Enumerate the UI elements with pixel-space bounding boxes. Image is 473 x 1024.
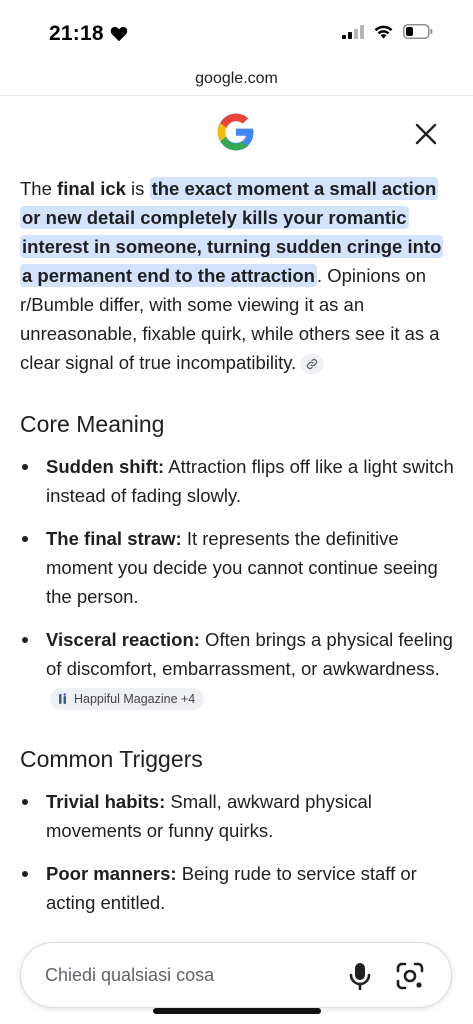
url-bar[interactable] — [0, 62, 473, 96]
list-item-text: Often brings a physical feeling of discomfort, embarrassment, or awkwardness. — [46, 629, 453, 679]
source-link-button[interactable] — [300, 354, 324, 374]
status-time — [49, 22, 128, 46]
close-icon — [415, 123, 437, 145]
google-logo-icon — [216, 112, 256, 152]
status-time-text: 21:18 — [49, 22, 104, 45]
list-item — [20, 524, 456, 611]
intro-paragraph — [20, 174, 456, 377]
source-chip-label: Happiful Magazine +4 — [74, 692, 196, 707]
list-item — [20, 859, 456, 917]
mic-icon[interactable] — [347, 962, 373, 990]
link-icon — [306, 358, 318, 370]
source-chip[interactable] — [50, 688, 204, 710]
happiful-logo-icon — [57, 693, 69, 705]
lens-icon[interactable] — [396, 962, 424, 990]
ask-placeholder: Chiedi qualsiasi cosa — [45, 965, 215, 985]
list-item-term: Trivial habits: — [46, 791, 166, 812]
url-text: google.com — [195, 70, 278, 87]
intro-rest: . Opinions on r/Bumble differ, with some viewing it as an unreasonable, fixable quirk, while others see it as a clear signal of true incompatibility. — [20, 265, 440, 373]
triggers-list — [20, 787, 456, 917]
heart-icon — [110, 26, 128, 42]
close-button[interactable] — [410, 118, 442, 150]
header-row — [0, 100, 473, 164]
core-list — [20, 452, 456, 712]
wifi-icon — [373, 24, 394, 39]
intro-highlight[interactable]: the exact moment a small action or new detail completely kills your romantic interest in someone, turning sudden cringe into a permanent end to the attraction — [22, 178, 442, 286]
list-item-term: The final straw: — [46, 528, 182, 549]
section-title-core: Core Meaning — [20, 411, 165, 437]
bottom-area — [0, 930, 473, 1024]
status-bar — [0, 0, 473, 62]
ai-answer — [20, 174, 456, 931]
list-item — [20, 787, 456, 845]
list-item-term: Sudden shift: — [46, 456, 165, 477]
home-indicator[interactable] — [153, 1008, 321, 1014]
list-item-text: Small, awkward physical movements or funny quirks. — [46, 791, 372, 841]
battery-icon — [403, 24, 433, 39]
list-item-text: Being rude to service staff or acting entitled. — [46, 863, 417, 913]
intro-is: is — [125, 178, 150, 199]
ask-input[interactable] — [20, 942, 452, 1008]
section-title-triggers: Common Triggers — [20, 746, 203, 772]
status-icons — [342, 24, 433, 39]
cellular-signal-icon — [342, 25, 364, 39]
intro-term: final ick — [57, 178, 126, 199]
list-item-text: Attraction flips off like a light switch instead of fading slowly. — [46, 456, 454, 506]
list-item — [20, 625, 456, 712]
intro-pre: The — [20, 178, 58, 199]
list-item — [20, 452, 456, 510]
list-item-term: Poor manners: — [46, 863, 177, 884]
list-item-term: Visceral reaction: — [46, 629, 200, 650]
list-item-text: It represents the definitive moment you decide you cannot continue seeing the person. — [46, 528, 438, 607]
